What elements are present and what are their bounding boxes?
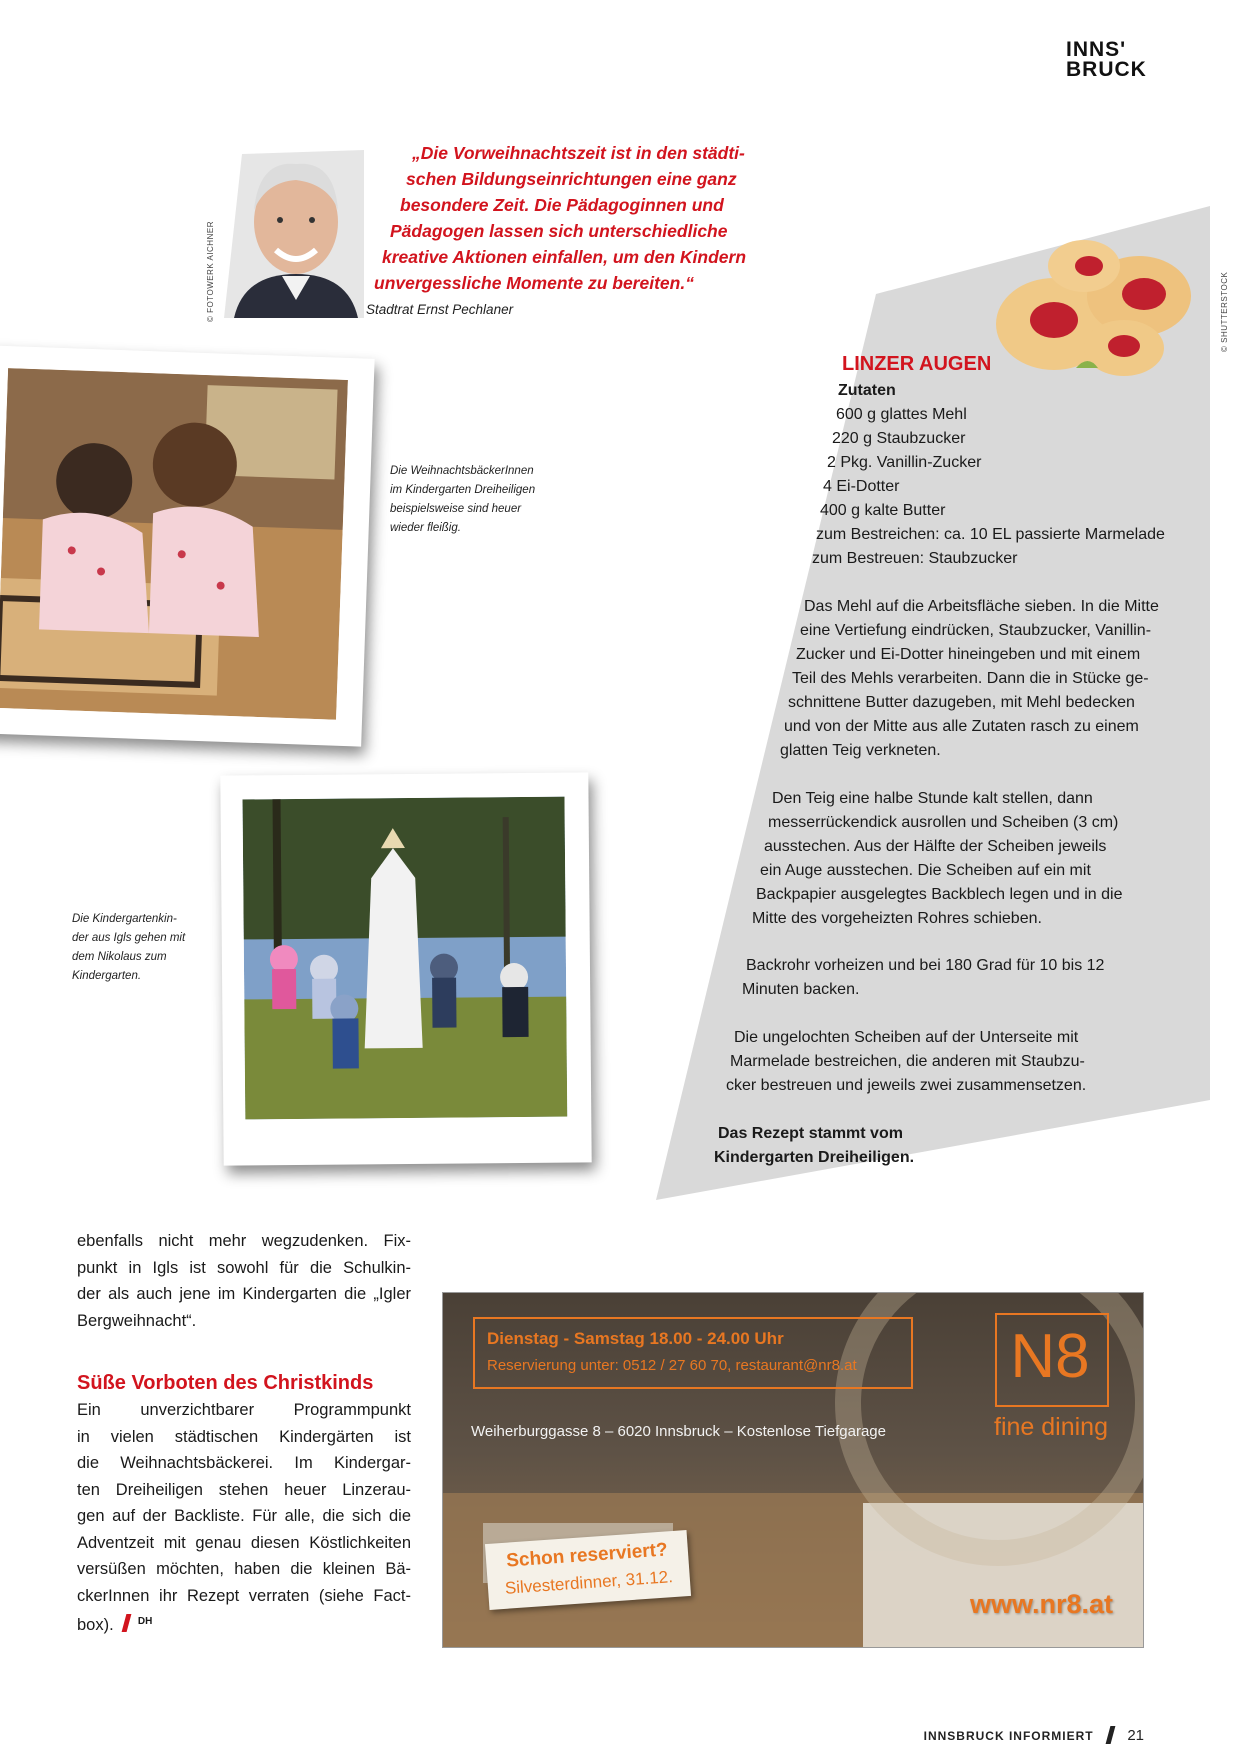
hours-box (473, 1317, 913, 1389)
ingredient: 600 g glattes Mehl (836, 406, 967, 423)
step-line: Den Teig eine halbe Stunde kalt stellen, dann (772, 790, 1093, 807)
article-line: Ein unverzichtbarer Programmpunkt (77, 1401, 411, 1419)
article-line: box). (77, 1616, 114, 1634)
article-line: punkt in Igls ist sowohl für die Schulkin- (77, 1258, 411, 1277)
portrait-credit: © FOTOWERK AICHNER (206, 221, 215, 322)
ingredient: 2 Pkg. Vanillin-Zucker (827, 454, 982, 471)
article-subheading: Süße Vorboten des Christkinds (77, 1372, 374, 1394)
step-line: messerrückendick ausrollen und Scheiben (3 cm) (768, 814, 1119, 831)
footer-divider (1106, 1726, 1116, 1744)
article-paragraph-1 (77, 1228, 411, 1334)
quote-line: kreative Aktionen einfallen, um den Kindern (382, 247, 747, 267)
publication-name: INNSBRUCK INFORMIERT (923, 1729, 1094, 1743)
caption-line: Die Kindergartenkin- (72, 913, 177, 925)
ingredient: 4 Ei-Dotter (823, 478, 900, 495)
article-line: Adventzeit mit genau diesen Köstlichkeiten (77, 1533, 411, 1552)
step-line: Mitte des vorgeheizten Rohres schieben. (752, 910, 1042, 927)
badge-line-1: Schon reserviert? (505, 1539, 669, 1572)
step-line: und von der Mitte aus alle Zutaten rasch zu einem (784, 718, 1139, 735)
ad-hours: Dienstag - Samstag 18.00 - 24.00 Uhr (487, 1329, 784, 1348)
step-line: Backpapier ausgelegtes Backblech legen und in die (756, 886, 1123, 903)
logo-line-1: INNS' (1066, 38, 1127, 61)
article-line: gen auf der Backliste. Für alle, die sich die (77, 1507, 411, 1525)
ingredient: 400 g kalte Butter (820, 502, 946, 519)
caption-line: Kindergarten. (72, 970, 142, 982)
caption-line: der aus Igls gehen mit (72, 932, 186, 944)
logo-line-2: BRUCK (1066, 58, 1147, 81)
article-line: versüßen möchten, haben die kleinen Bä- (77, 1560, 411, 1578)
article-line: ten Dreiheiligen stehen heuer Linzerau- (77, 1480, 411, 1499)
caption-line: im Kindergarten Dreiheiligen (390, 484, 536, 496)
quote-line: unvergessliche Momente zu bereiten.“ (374, 273, 694, 293)
step-line: cker bestreuen und jeweils zwei zusammensetzen. (726, 1077, 1087, 1094)
article-line: Bergweihnacht“. (77, 1311, 197, 1330)
cookies-credit: © SHUTTERSTOCK (1220, 271, 1229, 352)
recipe-title: LINZER AUGEN (842, 353, 992, 375)
step-line: ausstechen. Aus der Hälfte der Scheiben jeweils (764, 838, 1107, 855)
n8-logo: N8 (1010, 1322, 1090, 1391)
caption-line: dem Nikolaus zum (72, 951, 167, 963)
badge-line-2: Silvesterdinner, 31.12. (504, 1567, 674, 1598)
step-line: Marmelade bestreichen, die anderen mit Staubzu- (730, 1053, 1085, 1070)
step-line: Minuten backen. (742, 981, 860, 998)
quote-line: besondere Zeit. Die Pädagoginnen und (400, 195, 724, 215)
ingredients-heading: Zutaten (838, 382, 896, 399)
caption-line: beispielsweise sind heuer (390, 503, 522, 515)
step-line: eine Vertiefung eindrücken, Staubzucker, Vanillin- (800, 622, 1152, 639)
ad-url[interactable]: www.nr8.at (969, 1589, 1113, 1619)
ad-reservation[interactable]: Reservierung unter: 0512 / 27 60 70, restaurant@nr8.at (487, 1357, 857, 1374)
caption-line: wieder fleißig. (390, 522, 461, 534)
quote-author: Stadtrat Ernst Pechlaner (366, 302, 514, 317)
ad-tagline: fine dining (994, 1413, 1108, 1441)
article-line: ckerInnen ihr Rezept verraten (siehe Fact- (77, 1586, 411, 1605)
ingredient: zum Bestreuen: Staubzucker (812, 550, 1018, 567)
quote-line: Pädagogen lassen sich unterschiedliche (390, 221, 728, 241)
caption-line: Die WeihnachtsbäckerInnen (390, 465, 534, 477)
article-last-line (77, 1609, 411, 1639)
restaurant-ad[interactable] (442, 1292, 1144, 1648)
article-line: ebenfalls nicht mehr wegzudenken. Fix- (77, 1232, 411, 1250)
step-line: ein Auge ausstechen. Die Scheiben auf ein mit (760, 862, 1091, 879)
step-line: Zucker und Ei-Dotter hineingeben und mit einem (796, 646, 1141, 663)
article-paragraph-2 (77, 1397, 411, 1639)
ad-address: Weiherburggasse 8 – 6020 Innsbruck – Kostenlose Tiefgarage (471, 1423, 886, 1440)
author-initials: DH (137, 1616, 153, 1627)
step-line: Die ungelochten Scheiben auf der Unterseite mit (734, 1029, 1079, 1046)
page-footer (924, 1726, 1144, 1744)
step-line: glatten Teig verkneten. (780, 742, 941, 759)
silvester-badge (485, 1530, 691, 1610)
step-line: Teil des Mehls verarbeiten. Dann die in Stücke ge- (792, 670, 1149, 687)
page-number: 21 (1127, 1727, 1144, 1744)
step-line: schnittene Butter dazugeben, mit Mehl bedecken (788, 694, 1135, 711)
article-line: die Weihnachtsbäckerei. Im Kindergar- (77, 1454, 411, 1472)
article-line: der als auch jene im Kindergarten die „Igler (77, 1285, 411, 1303)
recipe-source: Kindergarten Dreiheiligen. (714, 1149, 915, 1166)
article-line: in vielen städtischen Kindergärten ist (77, 1427, 411, 1446)
step-line: Das Mehl auf die Arbeitsfläche sieben. In die Mitte (804, 598, 1159, 615)
step-line: Backrohr vorheizen und bei 180 Grad für 10 bis 12 (746, 957, 1105, 974)
quote-line: schen Bildungseinrichtungen eine ganz (406, 169, 737, 189)
ingredient: 220 g Staubzucker (832, 430, 966, 447)
recipe-source: Das Rezept stammt vom (718, 1125, 903, 1142)
ingredient: zum Bestreichen: ca. 10 EL passierte Marmelade (816, 526, 1165, 543)
end-mark (122, 1614, 132, 1632)
quote-line: „Die Vorweihnachtszeit ist in den städti- (412, 143, 745, 163)
